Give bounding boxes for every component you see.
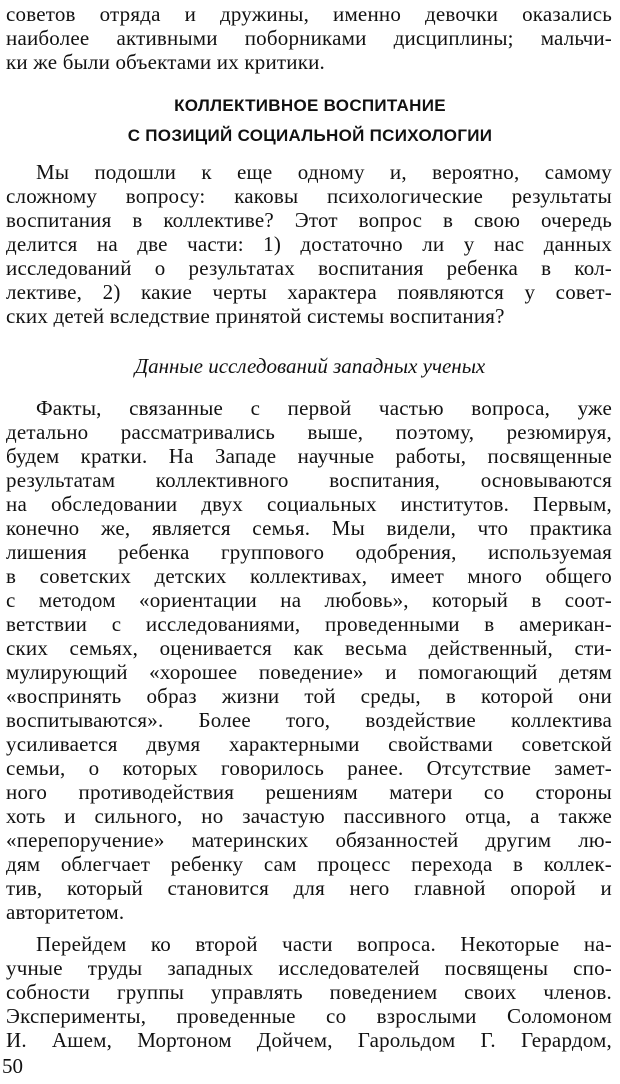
intro-paragraph — [6, 2, 612, 74]
text-line: результатам коллективного воспитания, основываются — [6, 468, 612, 492]
page-number: 50 — [2, 1054, 23, 1078]
text-line: собности группы управлять поведением своих членов. — [6, 980, 612, 1004]
text-line: Мы подошли к еще одному и, вероятно, самому — [36, 160, 612, 184]
text-line: авторитетом. — [6, 900, 125, 924]
text-line: тив, который становится для него главной опорой и — [6, 876, 612, 900]
text-line: на обследовании двух социальных институтов. Первым, — [6, 492, 612, 516]
text-line: детально рассматривались выше, поэтому, резюмируя, — [6, 420, 612, 444]
section-heading-line-2: С ПОЗИЦИЙ СОЦИАЛЬНОЙ ПСИХОЛОГИИ — [127, 126, 493, 145]
text-line: ских детей вследствие принятой системы воспитания? — [6, 304, 505, 328]
text-line: лишения ребенка группового одобрения, используемая — [6, 540, 612, 564]
text-line: воспитываются». Более того, воздействие коллектива — [6, 708, 612, 732]
text-line: хоть и сильного, но зачастую пассивного отца, а также — [6, 804, 612, 828]
text-line: наиболее активными поборниками дисциплины; мальчи- — [6, 26, 612, 50]
text-line: Эксперименты, проведенные со взрослыми Соломоном — [6, 1004, 612, 1028]
text-line: ветствии с исследованиями, проведенными в американ- — [6, 612, 612, 636]
text-line: делится на две части: 1) достаточно ли у нас данных — [6, 232, 612, 256]
text-line: дям облегчает ребенку сам процесс перехода в коллек- — [6, 852, 612, 876]
text-line: Факты, связанные с первой частью вопроса, уже — [36, 396, 612, 420]
text-line: И. Ашем, Мортоном Дойчем, Гарольдом Г. Герардом, — [6, 1028, 612, 1052]
text-line: семьи, о которых говорилось ранее. Отсутствие замет- — [6, 756, 612, 780]
text-line: будем кратки. На Западе научные работы, посвященные — [6, 444, 612, 468]
section-heading-line-1: КОЛЛЕКТИВНОЕ ВОСПИТАНИЕ — [174, 96, 446, 115]
text-line: учные труды западных исследователей посвящены спо- — [6, 956, 612, 980]
text-line: усиливается двумя характерными свойствами советской — [6, 732, 612, 756]
text-line: ских семьях, оценивается как весьма действенный, сти- — [6, 636, 612, 660]
text-line: лективе, 2) какие черты характера появляются у совет- — [6, 280, 612, 304]
text-line: исследований о результатах воспитания ребенка в кол- — [6, 256, 612, 280]
text-line: конечно же, является семья. Мы видели, что практика — [6, 516, 612, 540]
text-line: в советских детских коллективах, имеет много общего — [6, 564, 612, 588]
text-line: советов отряда и дружины, именно девочки оказались — [6, 2, 612, 26]
text-line: «перепоручение» материнских обязанностей другим лю- — [6, 828, 612, 852]
text-line: ки же были объектами их критики. — [6, 50, 325, 74]
text-line: мулирующий «хорошее поведение» и помогающий детям — [6, 660, 612, 684]
subsection-heading: Данные исследований западных ученых — [134, 354, 486, 378]
text-line: сложному вопросу: каковы психологические результаты — [6, 184, 612, 208]
text-line: воспитания в коллективе? Этот вопрос в свою очередь — [6, 208, 612, 232]
text-line: с методом «ориентации на любовь», который в соот- — [6, 588, 612, 612]
text-line: ного противодействия решениям матери со стороны — [6, 780, 612, 804]
text-line: Перейдем ко второй части вопроса. Некоторые на- — [36, 932, 612, 956]
paragraph-2 — [6, 396, 612, 924]
text-line: «воспринять образ жизни той среды, в которой они — [6, 684, 612, 708]
paragraph-1 — [6, 160, 612, 328]
paragraph-3 — [6, 932, 612, 1052]
